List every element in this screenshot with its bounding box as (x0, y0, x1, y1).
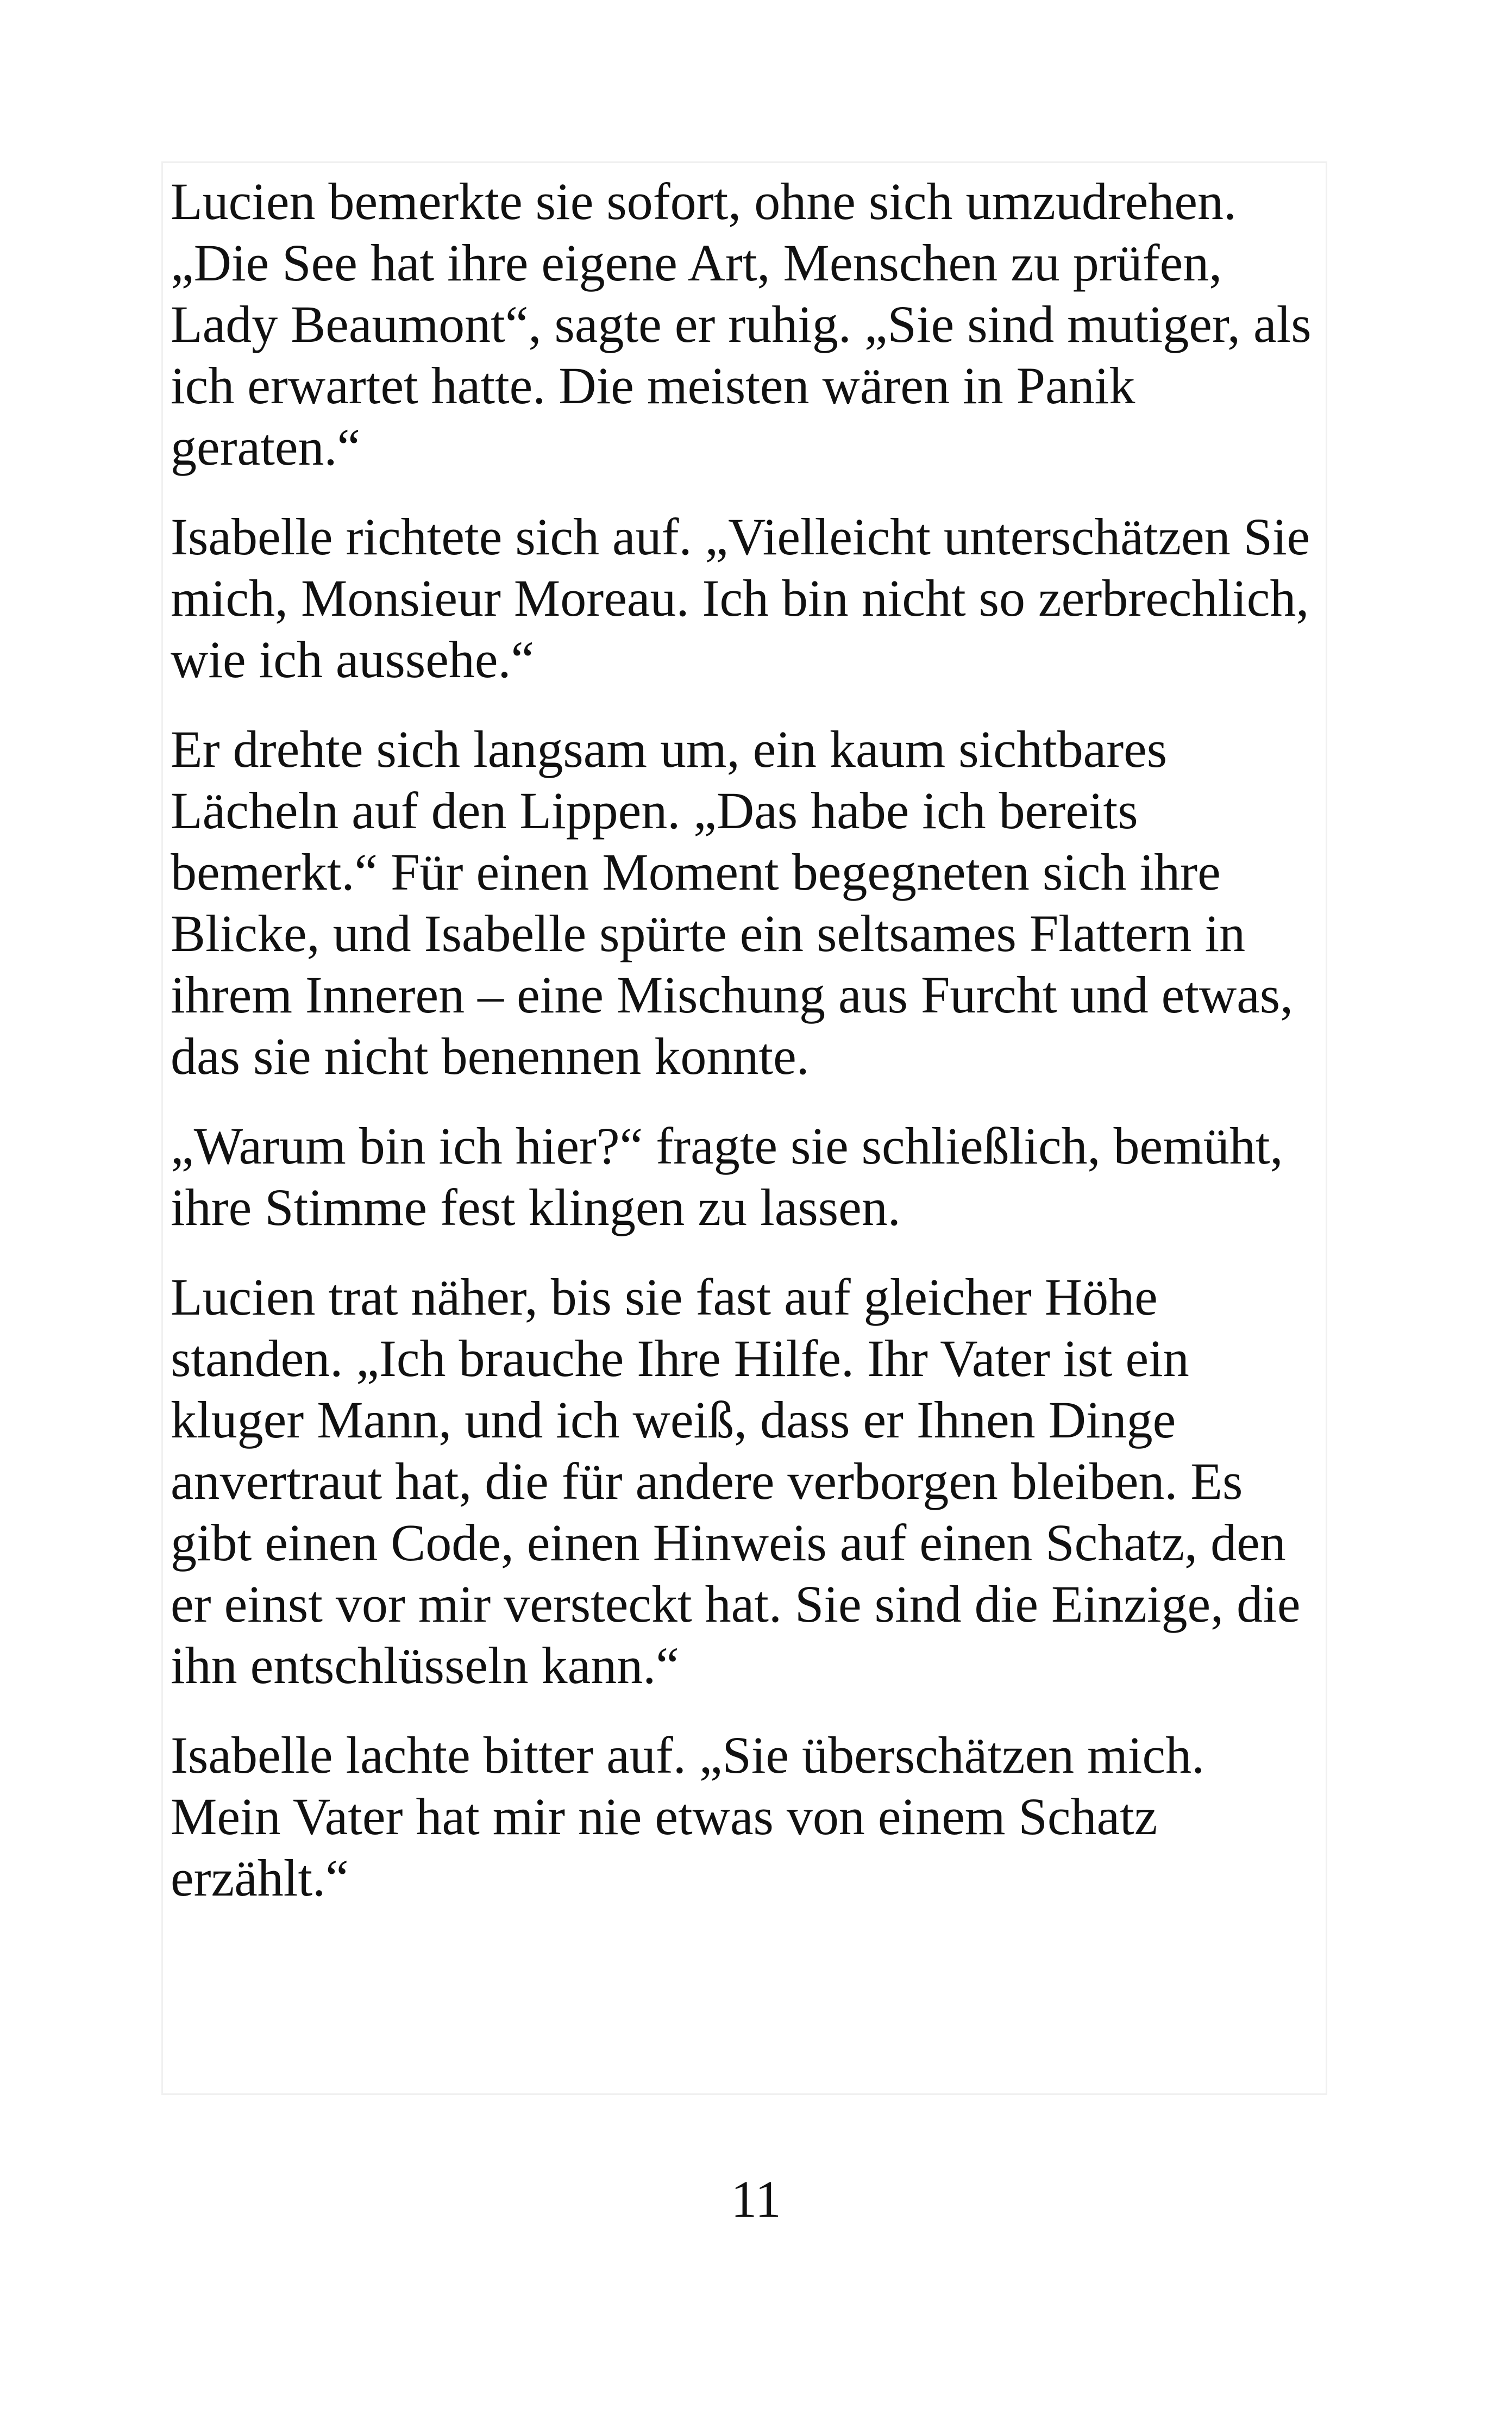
text-body (171, 171, 1320, 1937)
paragraph: Isabelle richtete sich auf. „Vielleicht unterschätzen Sie mich, Monsieur Moreau. Ich bin nicht so zerbrechlich, wie ich aussehe.“ (171, 508, 1310, 689)
page-number: 11 (731, 2170, 781, 2228)
paragraph: Lucien trat näher, bis sie fast auf gleicher Höhe standen. „Ich brauche Ihre Hilfe. Ihr Vater ist ein kluger Mann, und ich weiß, dass er Ihnen Dinge anvertraut hat, die für andere verborgen bleiben. Es gibt einen Code, einen Hinweis auf einen Schatz, den er einst vor mir versteckt hat. Sie sind die Einzige, die ihn entschlüsseln kann.“ (171, 1268, 1301, 1694)
text-frame (161, 161, 1327, 2095)
paragraph: Isabelle lachte bitter auf. „Sie überschätzen mich. Mein Vater hat mir nie etwas von einem Schatz erzählt.“ (171, 1726, 1205, 1907)
paragraph: Er drehte sich langsam um, ein kaum sichtbares Lächeln auf den Lippen. „Das habe ich bereits bemerkt.“ Für einen Moment begegneten sich ihre Blicke, und Isabelle spürte ein seltsames Flattern in ihrem Inneren – eine Mischung aus Furcht und etwas, das sie nicht benennen konnte. (171, 720, 1294, 1085)
paragraph: „Warum bin ich hier?“ fragte sie schließlich, bemüht, ihre Stimme fest klingen zu lassen. (171, 1117, 1283, 1236)
paragraph: Lucien bemerkte sie sofort, ohne sich umzudrehen. „Die See hat ihre eigene Art, Menschen zu prüfen, Lady Beaumont“, sagte er ruhig. „Sie sind mutiger, als ich erwartet hatte. Die meisten wären in Panik geraten.“ (171, 172, 1312, 476)
